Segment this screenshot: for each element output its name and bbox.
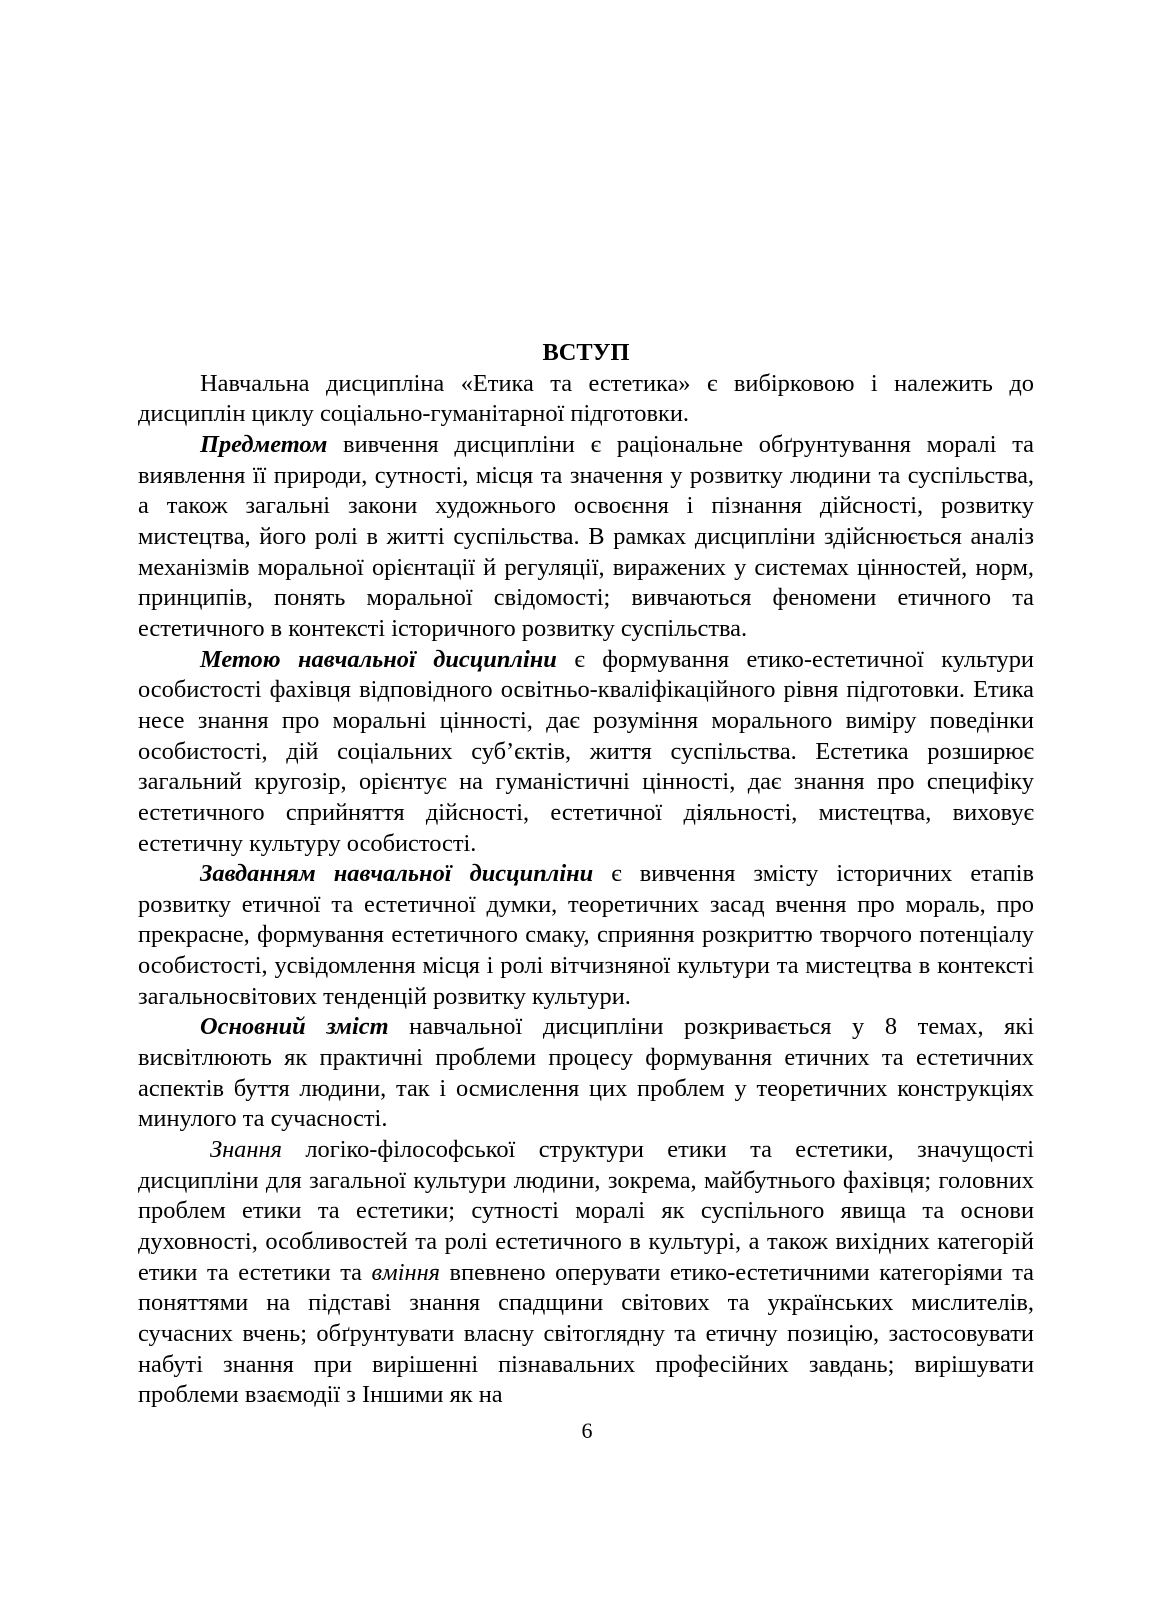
paragraph-content [138, 1012, 1034, 1135]
goal-lead: Метою навчальної дисципліни [200, 645, 557, 673]
subject-lead: Предметом [200, 430, 328, 458]
knowledge-text-b: впевнено оперувати етико-естетичними категоріями та поняттями на підставі знання спадщини світових та українських мислителів, сучасних вчень; обґрунтувати власну світоглядну та етичну позицію, застосовувати набуті знання при вирішенні пізнавальних професійних завдань; вирішувати проблеми взаємодії з Іншими як на [138, 1258, 1035, 1409]
knowledge-text-a: логіко-філософської структури етики та естетики, значущості дисципліни для загальної культури людини, зокрема, майбутнього фахівця; головних проблем етики та естетики; сутності моралі як суспільного явища та основи духовності, особливостей та ролі естетичного в культурі, а також вихідних категорій етики та естетики та [138, 1136, 1034, 1286]
paragraph-intro-text: Навчальна дисципліна «Етика та естетика» є вибірковою і належить до дисциплін циклу соціально-гуманітарної підготовки. [138, 369, 1034, 428]
paragraph-knowledge [138, 1135, 1034, 1411]
content-text: навчальної дисципліни розкривається у 8 темах, які висвітлюють як практичні проблеми процесу формування етичних та естетичних аспектів буття людини, так і осмислення цих проблем у теоретичних конструкціях минулого та сучасності. [138, 1013, 1034, 1133]
paragraph-goal [138, 645, 1034, 860]
tasks-lead: Завданням навчальної дисципліни [200, 860, 594, 888]
page-number: 6 [581, 1418, 593, 1443]
section-heading: ВСТУП [542, 339, 630, 366]
paragraph-subject [138, 430, 1034, 645]
knowledge-lead: Знання [210, 1136, 282, 1164]
content-lead: Основний зміст [200, 1013, 389, 1041]
paragraph-intro [138, 369, 1034, 430]
tasks-text: є вивчення змісту історичних етапів розвитку етичної та естетичної думки, теоретичних засад вчення про мораль, про прекрасне, формування естетичного смаку, сприяння розкриттю творчого потенціалу особистості, усвідомлення місця і ролі вітчизняної культури та мистецтва в контексті загальносвітових тенденцій розвитку культури. [138, 860, 1034, 1010]
paragraph-tasks [138, 859, 1034, 1012]
page-content [138, 338, 1034, 1411]
subject-text: вивчення дисципліни є раціональне обґрунтування моралі та виявлення її природи, сутності, місця та значення у розвитку людини та суспільства, а також загальні закони художнього освоєння і пізнання дійсності, розвитку мистецтва, його ролі в житті суспільства. В рамках дисципліни здійснюється аналіз механізмів моральної орієнтації й регуляції, виражених у системах цінностей, норм, принципів, понять моральної свідомості; вивчаються феномени етичного та естетичного в контексті історичного розвитку суспільства. [138, 430, 1034, 642]
goal-text: є формування етико-естетичної культури особистості фахівця відповідного освітньо-кваліфікаційного рівня підготовки. Етика несе знання про моральні цінності, дає розуміння морального виміру поведінки особистості, дій соціальних суб’єктів, життя суспільства. Естетика розширює загальний кругозір, орієнтує на гуманістичні цінності, дає знання про специфіку естетичного сприйняття дійсності, естетичної діяльності, мистецтва, виховує естетичну культуру особистості. [138, 645, 1034, 857]
skills-lead: вміння [371, 1258, 441, 1286]
